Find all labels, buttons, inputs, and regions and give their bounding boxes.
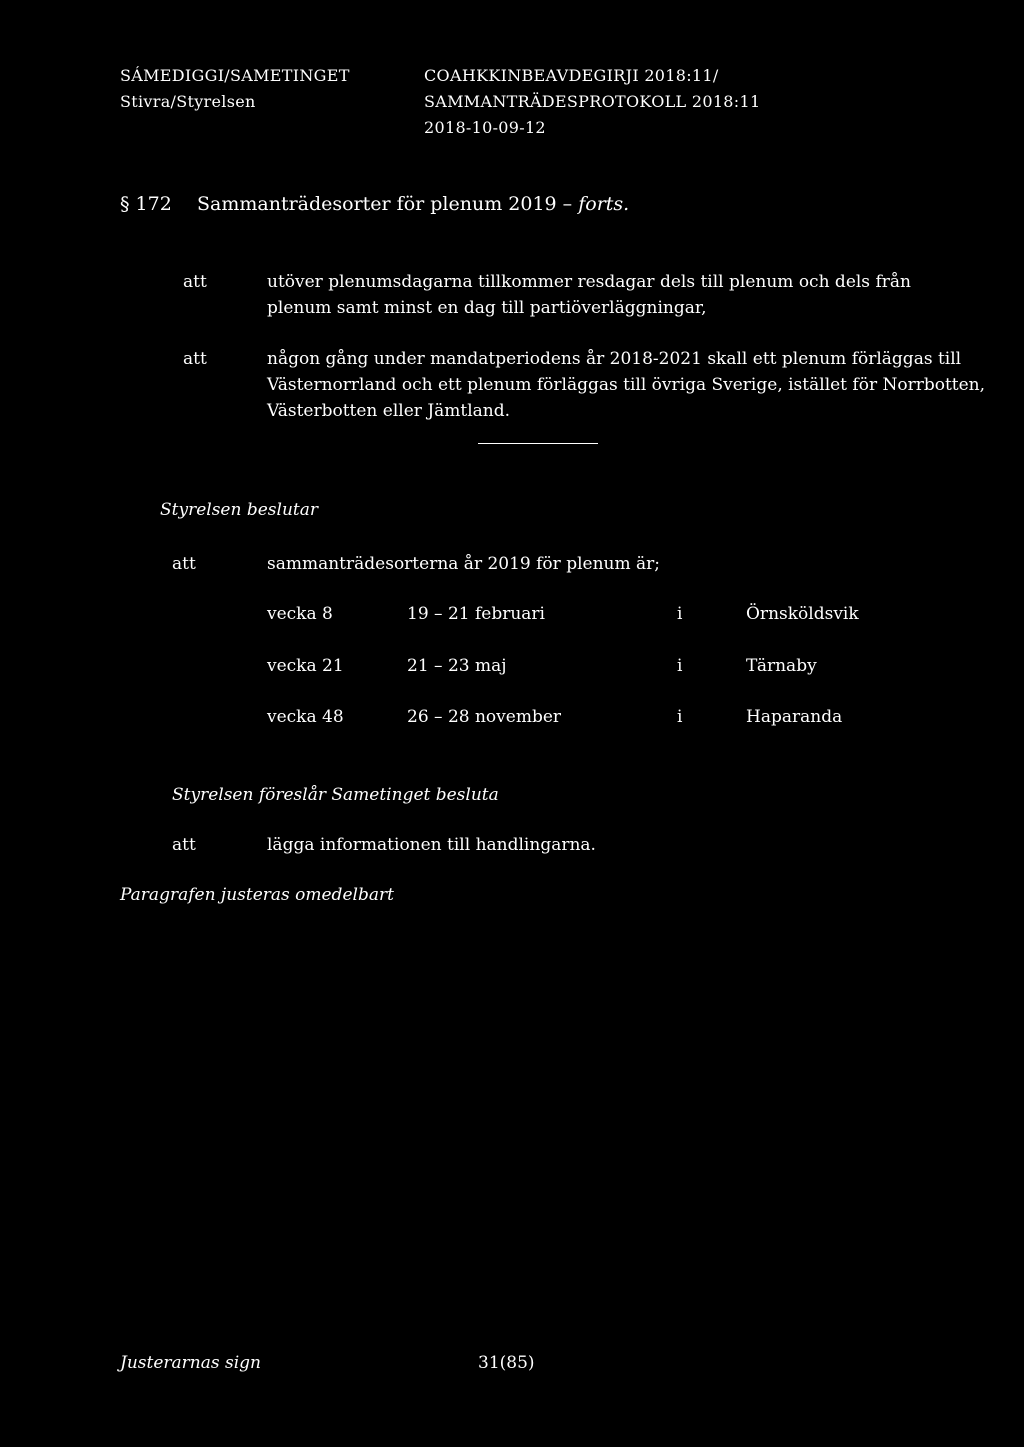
meeting-prep: i bbox=[677, 656, 683, 676]
header-org: SÁMEDIGGI/SAMETINGET bbox=[120, 66, 350, 85]
meeting-place: Haparanda bbox=[746, 707, 843, 727]
section-title bbox=[197, 193, 629, 215]
header-dept: Stivra/Styrelsen bbox=[120, 92, 256, 111]
clause-line: Västerbotten eller Jämtland. bbox=[267, 401, 511, 421]
separator-line bbox=[478, 443, 598, 444]
decision-heading: Styrelsen beslutar bbox=[160, 500, 318, 520]
section-title-suffix: forts. bbox=[578, 193, 630, 215]
footer-page-number: 31(85) bbox=[478, 1353, 535, 1373]
meeting-place: Örnsköldsvik bbox=[746, 604, 859, 624]
header-protocol-swe: SAMMANTRÄDESPROTOKOLL 2018:11 bbox=[424, 92, 761, 111]
clause-line: plenum samt minst en dag till partiöverläggningar, bbox=[267, 298, 707, 318]
decision-text: sammanträdesorterna år 2019 för plenum är; bbox=[267, 554, 660, 574]
meeting-dates: 26 – 28 november bbox=[407, 707, 562, 727]
footer-sign-label: Justerarnas sign bbox=[120, 1353, 261, 1373]
clause-line: Västernorrland och ett plenum förläggas till övriga Sverige, istället för Norrbotten, bbox=[267, 375, 986, 395]
clause-line: utöver plenumsdagarna tillkommer resdagar dels till plenum och dels från bbox=[267, 272, 911, 292]
clause-line: någon gång under mandatperiodens år 2018-2021 skall ett plenum förläggas till bbox=[267, 349, 962, 369]
proposal-text: lägga informationen till handlingarna. bbox=[267, 835, 596, 855]
meeting-week: vecka 8 bbox=[267, 604, 333, 624]
header-protocol-sami: COAHKKINBEAVDEGIRJI 2018:11/ bbox=[424, 66, 719, 85]
header-dates: 2018-10-09-12 bbox=[424, 118, 546, 137]
section-number: § 172 bbox=[120, 193, 172, 215]
proposal-heading: Styrelsen föreslår Sametinget besluta bbox=[172, 785, 499, 805]
meeting-dates: 21 – 23 maj bbox=[407, 656, 507, 676]
meeting-dates: 19 – 21 februari bbox=[407, 604, 545, 624]
meeting-prep: i bbox=[677, 604, 683, 624]
decision-marker: att bbox=[172, 554, 196, 574]
meeting-prep: i bbox=[677, 707, 683, 727]
clause-marker: att bbox=[183, 272, 207, 292]
meeting-week: vecka 21 bbox=[267, 656, 344, 676]
meeting-place: Tärnaby bbox=[746, 656, 817, 676]
clause-marker: att bbox=[183, 349, 207, 369]
section-title-text: Sammanträdesorter för plenum 2019 – bbox=[197, 193, 573, 215]
adjust-note: Paragrafen justeras omedelbart bbox=[120, 885, 394, 905]
meeting-week: vecka 48 bbox=[267, 707, 344, 727]
proposal-marker: att bbox=[172, 835, 196, 855]
